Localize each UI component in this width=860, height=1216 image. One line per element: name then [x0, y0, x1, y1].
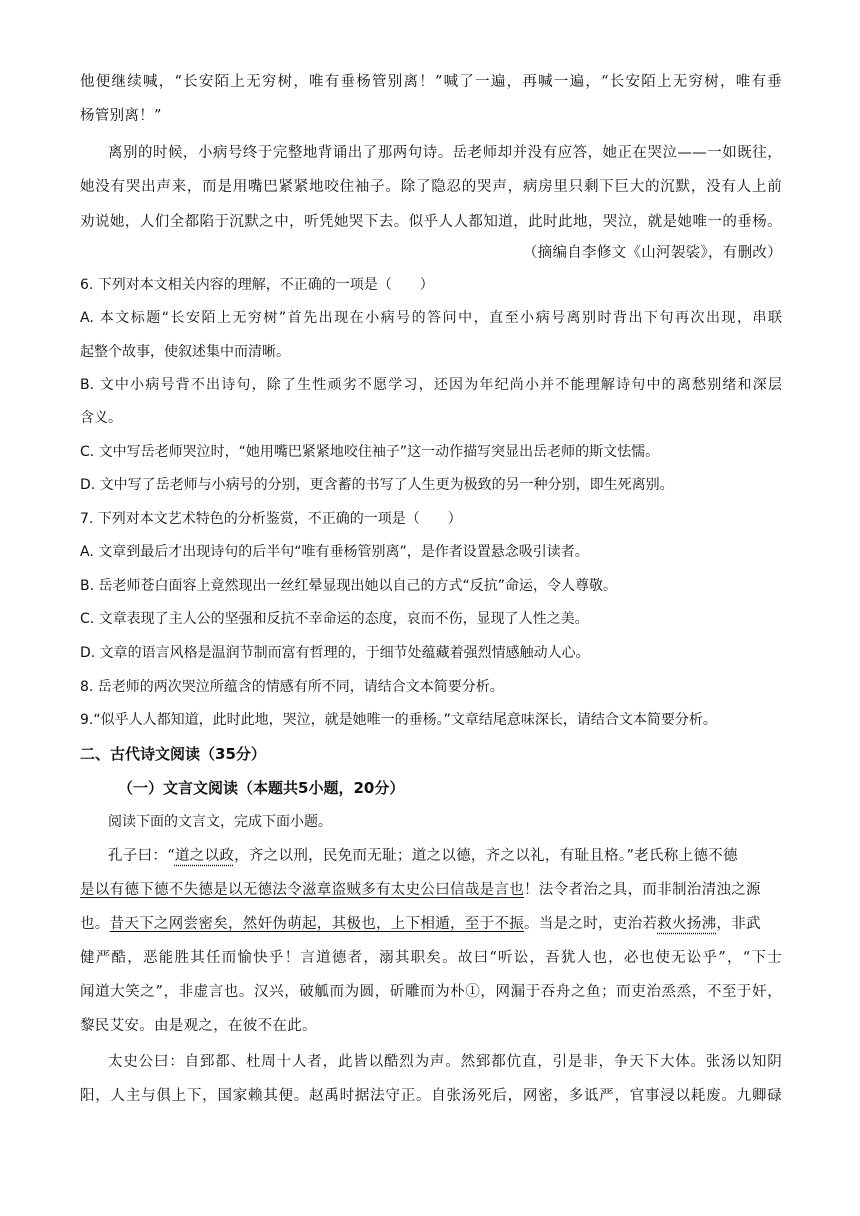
section-heading: 二、古代诗文阅读（35分）	[80, 745, 266, 763]
subsection-heading: （一）文言文阅读（本题共5小题，20分）	[118, 779, 405, 797]
underlined-translation-sentence: 昔天下之网尝密矣，然奸伪萌起，其极也，上下相遁，至于不振	[109, 916, 525, 932]
classical-text: 孔子曰：“	[108, 848, 175, 864]
question-7-option-d: D. 文章的语言风格是温润节制而富有哲理的，于细节处蕴藏着强烈情感触动人心。	[80, 645, 590, 661]
classical-line-3	[80, 912, 782, 936]
classical-line-2	[80, 878, 782, 902]
classical-text: 。当是之时，吏治若	[524, 916, 658, 932]
question-6-option-d: D. 文中写了岳老师与小病号的分别，更含蓄的书写了人生更为极致的另一种分别，即生死离别。	[80, 477, 674, 493]
passage-line-5: 劝说她，人们全都陷于沉默之中，听凭她哭下去。似乎人人都知道，此时此地，哭泣，就是她唯一的垂杨。	[80, 214, 782, 230]
emphasis-dotted-text: 道之以政	[174, 848, 235, 864]
classical-text: ！法令者治之具，而非制治清浊之源	[524, 882, 761, 898]
question-8: 8. 岳老师的两次哭泣所蕴含的情感有所不同，请结合文本简要分析。	[80, 679, 504, 695]
question-6-option-c: C. 文中写岳老师哭泣时，“她用嘴巴紧紧地咬住袖子”这一动作描写突显出岳老师的斯文怯懦。	[80, 444, 660, 460]
classical-line-6: 黎民艾安。由是观之，在彼不在此。	[80, 1018, 317, 1034]
question-6-option-a-cont: 起整个故事，使叙述集中而清晰。	[80, 344, 290, 360]
classical-text: 也。	[80, 916, 110, 932]
question-9: 9.“似乎人人都知道，此时此地，哭泣，就是她唯一的垂杨。”文章结尾意味深长，请结合文本简要分析。	[80, 712, 717, 728]
passage-line-1: 他便继续喊，“长安陌上无穷树，唯有垂杨管别离！”喊了一遍，再喊一遍，“长安陌上无穷树，唯有垂	[80, 74, 782, 90]
question-6-option-b: B. 文中小病号背不出诗句，除了生性顽劣不愿学习，还因为年纪尚小并不能理解诗句中的离愁别绪和深层	[80, 377, 782, 393]
classical-line-7: 太史公曰：自郅都、杜周十人者，此皆以酷烈为声。然郅都伉直，引是非，争天下大体。张汤以知阴	[108, 1054, 782, 1070]
classical-line-1	[108, 844, 782, 868]
passage-line-4: 她没有哭出声来，而是用嘴巴紧紧地咬住袖子。除了隐忍的哭声，病房里只剩下巨大的沉默，没有人上前	[80, 179, 782, 195]
question-7-option-c: C. 文章表现了主人公的坚强和反抗不幸命运的态度，哀而不伤，显现了人性之美。	[80, 611, 589, 627]
classical-line-5: 闻道大笑之”，非虚言也。汉兴，破觚而为圆，斫雕而为朴①，网漏于吞舟之鱼；而吏治烝烝，不至于奸，	[80, 984, 782, 1000]
question-7-stem: 7. 下列对本文艺术特色的分析鉴赏，不正确的一项是（ ）	[80, 511, 462, 527]
question-6-option-a: A. 本文标题“长安陌上无穷树”首先出现在小病号的答问中，直至小病号离别时背出下句再次出现，串联	[80, 310, 782, 326]
underlined-unpunctuated-text: 是以有德下德不失德是以无德法令滋章盗贼多有太史公曰信哉是言也	[80, 882, 524, 898]
question-6-option-b-cont: 含义。	[80, 410, 122, 426]
classical-line-8: 阳，人主与俱上下，国家赖其便。赵禹时据法守正。自张汤死后，网密，多诋严，官事浸以耗废。九卿碌	[80, 1088, 782, 1104]
question-7-option-b: B. 岳老师苍白面容上竟然现出一丝红晕显现出她以自己的方式“反抗”命运，令人尊敬。	[80, 578, 618, 594]
question-6-stem: 6. 下列对本文相关内容的理解，不正确的一项是（ ）	[80, 277, 434, 293]
classical-line-4: 健严酷，恶能胜其任而愉快乎！言道德者，溺其职矣。故曰“听讼，吾犹人也，必也使无讼乎”，“下士	[80, 950, 782, 966]
classical-text: ，齐之以刑，民免而无耻；道之以德，齐之以礼，有耻且格。”老氏称上德不德	[234, 848, 738, 864]
source-note: （摘编自李修文《山河袈裟》，有删改）	[522, 245, 782, 261]
emphasis-dotted-text: 救火扬沸	[657, 916, 717, 932]
question-7-option-a: A. 文章到最后才出现诗句的后半句“唯有垂杨管别离”，是作者设置悬念吸引读者。	[80, 544, 589, 560]
passage-line-2: 杨管别离！”	[80, 108, 162, 124]
passage-line-3: 离别的时候，小病号终于完整地背诵出了那两句诗。岳老师却并没有应答，她正在哭泣——一如既往，	[108, 145, 782, 161]
classical-text: ，非武	[716, 916, 761, 932]
reading-instruction: 阅读下面的文言文，完成下面小题。	[108, 814, 332, 830]
